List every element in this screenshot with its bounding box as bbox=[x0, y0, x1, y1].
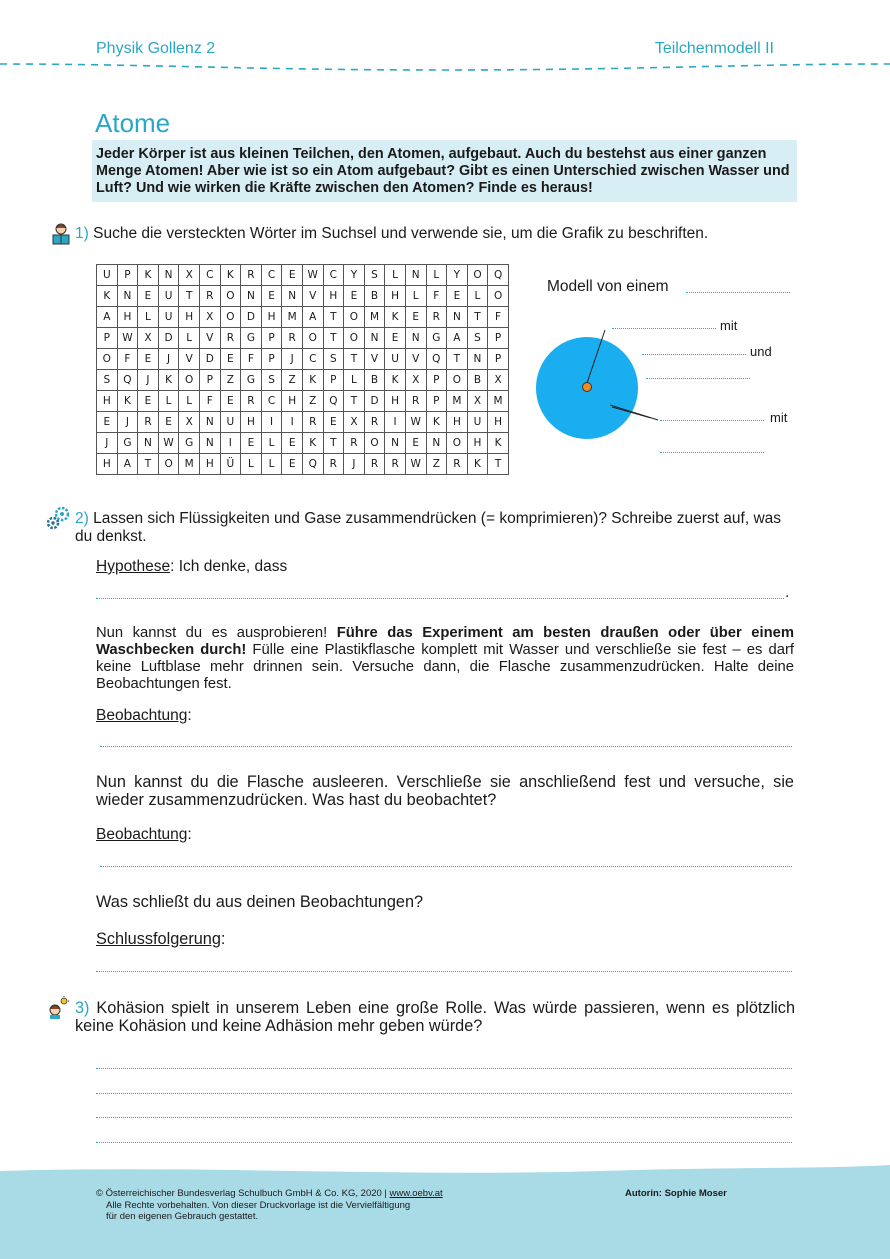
grid-cell[interactable]: N bbox=[117, 286, 138, 307]
grid-cell[interactable]: O bbox=[302, 328, 323, 349]
grid-cell[interactable]: R bbox=[199, 286, 220, 307]
grid-cell[interactable]: N bbox=[385, 433, 406, 454]
grid-cell[interactable]: K bbox=[117, 391, 138, 412]
grid-cell[interactable]: M bbox=[282, 307, 303, 328]
grid-cell[interactable]: L bbox=[179, 391, 200, 412]
grid-cell[interactable]: Z bbox=[282, 370, 303, 391]
grid-cell[interactable]: X bbox=[488, 370, 509, 391]
answer-line-task3-1[interactable] bbox=[96, 1068, 792, 1069]
grid-cell[interactable]: C bbox=[199, 265, 220, 286]
grid-cell[interactable]: F bbox=[117, 349, 138, 370]
grid-cell[interactable]: N bbox=[405, 265, 426, 286]
hypothesis-text: : Ich denke, dass bbox=[170, 558, 288, 575]
grid-cell[interactable]: N bbox=[405, 328, 426, 349]
grid-cell[interactable]: R bbox=[302, 412, 323, 433]
grid-cell[interactable]: X bbox=[467, 391, 488, 412]
grid-cell[interactable]: Ü bbox=[220, 454, 241, 475]
grid-row bbox=[97, 286, 509, 307]
grid-cell[interactable]: A bbox=[447, 328, 468, 349]
grid-cell[interactable]: E bbox=[138, 349, 159, 370]
grid-cell[interactable]: K bbox=[302, 370, 323, 391]
grid-cell[interactable]: V bbox=[199, 328, 220, 349]
answer-line-particle-2[interactable] bbox=[646, 378, 750, 379]
grid-cell[interactable]: A bbox=[302, 307, 323, 328]
grid-cell[interactable]: Y bbox=[447, 265, 468, 286]
grid-cell[interactable]: F bbox=[199, 391, 220, 412]
grid-cell[interactable]: M bbox=[179, 454, 200, 475]
grid-cell[interactable]: E bbox=[405, 433, 426, 454]
grid-cell[interactable]: U bbox=[158, 286, 179, 307]
grid-row bbox=[97, 370, 509, 391]
grid-cell[interactable]: M bbox=[488, 391, 509, 412]
answer-line-task3-4[interactable] bbox=[96, 1142, 792, 1143]
grid-row bbox=[97, 391, 509, 412]
grid-cell[interactable]: U bbox=[385, 349, 406, 370]
grid-cell[interactable]: E bbox=[261, 286, 282, 307]
gears-icon bbox=[45, 505, 71, 531]
grid-cell[interactable]: L bbox=[261, 433, 282, 454]
grid-cell[interactable]: I bbox=[261, 412, 282, 433]
grid-cell[interactable]: W bbox=[302, 265, 323, 286]
footer-link[interactable]: www.oebv.at bbox=[389, 1188, 443, 1199]
grid-cell[interactable]: H bbox=[97, 391, 118, 412]
intro-box: Jeder Körper ist aus kleinen Teilchen, den Atomen, aufgebaut. Auch du bestehst aus einer ganzen Menge Atomen! Aber wie ist so ein Atom aufgebaut? Gibt es einen Unterschied zwischen Wasser und Luft? Und wie wirken die Kräfte zwischen den Atomen? Finde es heraus! bbox=[92, 140, 797, 202]
grid-cell[interactable]: E bbox=[97, 412, 118, 433]
observation-1-colon: : bbox=[187, 707, 192, 724]
grid-cell[interactable]: R bbox=[323, 454, 344, 475]
header-wave-line bbox=[0, 60, 890, 74]
grid-cell[interactable]: S bbox=[364, 265, 385, 286]
grid-cell[interactable]: D bbox=[241, 307, 262, 328]
grid-cell[interactable]: Q bbox=[117, 370, 138, 391]
grid-cell[interactable]: O bbox=[344, 307, 365, 328]
grid-cell[interactable]: E bbox=[447, 286, 468, 307]
answer-line-nucleus[interactable] bbox=[612, 328, 716, 329]
grid-cell[interactable]: U bbox=[467, 412, 488, 433]
grid-cell[interactable]: C bbox=[302, 349, 323, 370]
grid-cell[interactable]: X bbox=[344, 412, 365, 433]
grid-cell[interactable]: D bbox=[199, 349, 220, 370]
header-subject: Physik Gollenz 2 bbox=[96, 40, 216, 57]
grid-cell[interactable]: E bbox=[385, 328, 406, 349]
grid-cell[interactable]: E bbox=[220, 391, 241, 412]
grid-cell[interactable]: T bbox=[179, 286, 200, 307]
grid-cell[interactable]: J bbox=[282, 349, 303, 370]
answer-line-shell[interactable] bbox=[660, 420, 764, 421]
grid-cell[interactable]: M bbox=[447, 391, 468, 412]
grid-cell[interactable]: J bbox=[158, 349, 179, 370]
grid-cell[interactable]: P bbox=[97, 328, 118, 349]
grid-cell[interactable]: P bbox=[488, 328, 509, 349]
grid-cell[interactable]: H bbox=[447, 412, 468, 433]
observation-1-line bbox=[96, 707, 192, 725]
grid-cell[interactable]: A bbox=[117, 454, 138, 475]
grid-cell[interactable]: L bbox=[138, 307, 159, 328]
grid-cell[interactable]: F bbox=[241, 349, 262, 370]
answer-line-task3-3[interactable] bbox=[96, 1117, 792, 1118]
grid-cell[interactable]: H bbox=[488, 412, 509, 433]
experiment-warning: Führe das Experiment am besten draußen oder über einem Waschbecken durch! bbox=[96, 625, 795, 658]
grid-cell[interactable]: O bbox=[467, 265, 488, 286]
word-search-grid bbox=[96, 264, 509, 475]
grid-cell[interactable]: E bbox=[282, 454, 303, 475]
grid-cell[interactable]: O bbox=[344, 328, 365, 349]
grid-cell[interactable]: J bbox=[344, 454, 365, 475]
grid-cell[interactable]: E bbox=[158, 412, 179, 433]
task2-prompt bbox=[75, 510, 795, 546]
grid-cell[interactable]: K bbox=[138, 265, 159, 286]
grid-cell[interactable]: L bbox=[344, 370, 365, 391]
idea-student-icon bbox=[46, 996, 70, 1020]
conclusion-colon: : bbox=[220, 930, 226, 948]
grid-cell[interactable]: O bbox=[364, 433, 385, 454]
conclusion-question: Was schließt du aus deinen Beobachtungen? bbox=[96, 893, 424, 911]
grid-cell[interactable]: Q bbox=[488, 265, 509, 286]
grid-cell[interactable]: W bbox=[405, 454, 426, 475]
grid-cell[interactable]: L bbox=[405, 286, 426, 307]
grid-cell[interactable]: L bbox=[241, 454, 262, 475]
grid-cell[interactable]: V bbox=[179, 349, 200, 370]
experiment-text-2: Fülle eine Plastikflasche komplett mit Wasser und verschließe sie fest – es darf keine Luftblase mehr drinnen sein. Versuche dann, die Flasche zusammenzudrücken. Halte deine Beobachtungen fest. bbox=[96, 642, 795, 692]
grid-cell[interactable]: H bbox=[117, 307, 138, 328]
grid-row bbox=[97, 412, 509, 433]
grid-cell[interactable]: H bbox=[97, 454, 118, 475]
grid-cell[interactable]: T bbox=[447, 349, 468, 370]
grid-cell[interactable]: E bbox=[405, 307, 426, 328]
grid-cell[interactable]: W bbox=[158, 433, 179, 454]
answer-line-conclusion[interactable] bbox=[96, 971, 792, 972]
atom-nucleus bbox=[583, 383, 592, 392]
grid-cell[interactable]: R bbox=[405, 391, 426, 412]
grid-cell[interactable]: E bbox=[282, 433, 303, 454]
grid-cell[interactable]: T bbox=[344, 391, 365, 412]
grid-cell[interactable]: O bbox=[220, 286, 241, 307]
grid-cell[interactable]: B bbox=[364, 286, 385, 307]
grid-cell[interactable]: O bbox=[488, 286, 509, 307]
grid-cell[interactable]: B bbox=[467, 370, 488, 391]
grid-cell[interactable]: P bbox=[199, 370, 220, 391]
empty-bottle-text: Nun kannst du die Flasche ausleeren. Verschließe sie anschließend fest und versuche, sie wieder zusammenzudrücken. Was hast du beobachtet? bbox=[96, 773, 794, 809]
grid-cell[interactable]: L bbox=[158, 391, 179, 412]
grid-cell[interactable]: P bbox=[488, 349, 509, 370]
grid-cell[interactable]: P bbox=[426, 370, 447, 391]
grid-cell[interactable]: G bbox=[241, 328, 262, 349]
grid-cell[interactable]: F bbox=[426, 286, 447, 307]
grid-cell[interactable]: H bbox=[241, 412, 262, 433]
grid-cell[interactable]: N bbox=[426, 433, 447, 454]
grid-cell[interactable]: L bbox=[467, 286, 488, 307]
grid-cell[interactable]: R bbox=[364, 454, 385, 475]
answer-line-particle-3[interactable] bbox=[660, 452, 764, 453]
grid-cell[interactable]: W bbox=[117, 328, 138, 349]
grid-cell[interactable]: L bbox=[261, 454, 282, 475]
observation-2-label: Beobachtung bbox=[96, 826, 188, 843]
grid-cell[interactable]: H bbox=[282, 391, 303, 412]
grid-cell[interactable]: T bbox=[323, 328, 344, 349]
grid-cell[interactable]: R bbox=[344, 433, 365, 454]
grid-cell[interactable]: T bbox=[467, 307, 488, 328]
grid-cell[interactable]: S bbox=[467, 328, 488, 349]
grid-cell[interactable]: Q bbox=[323, 391, 344, 412]
grid-cell[interactable]: R bbox=[364, 412, 385, 433]
grid-cell[interactable]: P bbox=[261, 328, 282, 349]
grid-cell[interactable]: X bbox=[179, 265, 200, 286]
grid-cell[interactable]: Y bbox=[344, 265, 365, 286]
grid-cell[interactable]: O bbox=[220, 307, 241, 328]
grid-cell[interactable]: Z bbox=[302, 391, 323, 412]
grid-cell[interactable]: V bbox=[364, 349, 385, 370]
hypothesis-period: . bbox=[785, 584, 790, 601]
grid-cell[interactable]: D bbox=[158, 328, 179, 349]
conclusion-label: Schlussfolgerung bbox=[96, 930, 221, 948]
header-topic: Teilchenmodell II bbox=[654, 40, 774, 57]
grid-cell[interactable]: O bbox=[179, 370, 200, 391]
grid-cell[interactable]: Z bbox=[220, 370, 241, 391]
grid-cell[interactable]: C bbox=[261, 391, 282, 412]
footer-rights: Alle Rechte vorbehalten. Von dieser Druckvorlage ist die Vervielfältigung bbox=[106, 1200, 411, 1211]
grid-cell[interactable]: J bbox=[97, 433, 118, 454]
grid-cell[interactable]: C bbox=[323, 265, 344, 286]
grid-row bbox=[97, 454, 509, 475]
grid-cell[interactable]: N bbox=[199, 412, 220, 433]
grid-row bbox=[97, 328, 509, 349]
grid-cell[interactable]: G bbox=[117, 433, 138, 454]
grid-cell[interactable]: T bbox=[323, 433, 344, 454]
grid-cell[interactable]: C bbox=[261, 265, 282, 286]
answer-line-hypothesis[interactable] bbox=[96, 598, 784, 599]
grid-cell[interactable]: K bbox=[385, 307, 406, 328]
grid-cell[interactable]: R bbox=[138, 412, 159, 433]
task1-text: Suche die versteckten Wörter im Suchsel und verwende sie, um die Grafik zu beschriften. bbox=[93, 225, 709, 242]
grid-cell[interactable]: T bbox=[488, 454, 509, 475]
hypothesis-line bbox=[96, 558, 287, 576]
grid-cell[interactable]: H bbox=[261, 307, 282, 328]
grid-cell[interactable]: K bbox=[385, 370, 406, 391]
grid-cell[interactable]: K bbox=[488, 433, 509, 454]
hypothesis-label: Hypothese bbox=[96, 558, 171, 575]
grid-cell[interactable]: K bbox=[467, 454, 488, 475]
grid-cell[interactable]: N bbox=[158, 265, 179, 286]
grid-cell[interactable]: B bbox=[364, 370, 385, 391]
grid-row bbox=[97, 349, 509, 370]
grid-cell[interactable]: P bbox=[117, 265, 138, 286]
grid-cell[interactable]: E bbox=[138, 286, 159, 307]
grid-cell[interactable]: S bbox=[261, 370, 282, 391]
footer-author: Autorin: Sophie Moser bbox=[625, 1188, 727, 1199]
label-mit-1: mit bbox=[720, 318, 738, 333]
grid-cell[interactable]: H bbox=[199, 454, 220, 475]
student-reading-icon bbox=[50, 222, 72, 246]
grid-cell[interactable]: N bbox=[138, 433, 159, 454]
atom-diagram bbox=[530, 320, 650, 450]
grid-cell[interactable]: W bbox=[405, 412, 426, 433]
answer-line-task3-2[interactable] bbox=[96, 1093, 792, 1094]
grid-cell[interactable]: R bbox=[241, 391, 262, 412]
grid-cell[interactable]: F bbox=[488, 307, 509, 328]
grid-cell[interactable]: H bbox=[323, 286, 344, 307]
grid-cell[interactable]: R bbox=[426, 307, 447, 328]
model-label: Modell von einem bbox=[547, 278, 669, 295]
footer-usage: für den eigenen Gebrauch gestattet. bbox=[106, 1211, 259, 1222]
label-mit-2: mit bbox=[770, 410, 788, 425]
grid-row bbox=[97, 433, 509, 454]
grid-cell[interactable]: T bbox=[344, 349, 365, 370]
grid-cell[interactable]: U bbox=[220, 412, 241, 433]
footer-copyright-text: © Österreichischer Bundesverlag Schulbuch GmbH & Co. KG, 2020 | bbox=[96, 1188, 387, 1199]
observation-1-label: Beobachtung bbox=[96, 707, 188, 724]
task1-number: 1) bbox=[75, 225, 89, 242]
grid-cell[interactable]: R bbox=[241, 265, 262, 286]
grid-cell[interactable]: I bbox=[220, 433, 241, 454]
grid-cell[interactable]: I bbox=[385, 412, 406, 433]
answer-line-particle-1[interactable] bbox=[642, 354, 746, 355]
task2-text: Lassen sich Flüssigkeiten und Gase zusammendrücken (= komprimieren)? Schreibe zuerst auf, was du denkst. bbox=[75, 510, 782, 545]
grid-cell[interactable]: P bbox=[426, 391, 447, 412]
footer-copyright bbox=[96, 1188, 443, 1199]
task3-prompt bbox=[75, 999, 795, 1035]
grid-cell[interactable]: G bbox=[426, 328, 447, 349]
grid-cell[interactable]: K bbox=[302, 433, 323, 454]
grid-cell[interactable]: R bbox=[282, 328, 303, 349]
grid-cell[interactable]: N bbox=[282, 286, 303, 307]
grid-cell[interactable]: Q bbox=[302, 454, 323, 475]
grid-cell[interactable]: J bbox=[117, 412, 138, 433]
grid-cell[interactable]: O bbox=[447, 433, 468, 454]
observation-2-colon: : bbox=[187, 826, 192, 843]
pointer-line-shell-ext bbox=[610, 403, 660, 423]
grid-cell[interactable]: H bbox=[385, 391, 406, 412]
grid-cell[interactable]: P bbox=[261, 349, 282, 370]
grid-cell[interactable]: S bbox=[97, 370, 118, 391]
grid-cell[interactable]: H bbox=[467, 433, 488, 454]
task2-number: 2) bbox=[75, 510, 89, 527]
grid-cell[interactable]: P bbox=[323, 370, 344, 391]
task3-number: 3) bbox=[75, 999, 90, 1017]
grid-cell[interactable]: Z bbox=[426, 454, 447, 475]
grid-cell[interactable]: Q bbox=[426, 349, 447, 370]
grid-cell[interactable]: G bbox=[179, 433, 200, 454]
grid-cell[interactable]: H bbox=[385, 286, 406, 307]
grid-cell[interactable]: E bbox=[138, 391, 159, 412]
grid-cell[interactable]: E bbox=[323, 412, 344, 433]
experiment-instructions bbox=[96, 625, 794, 693]
grid-cell[interactable]: X bbox=[138, 328, 159, 349]
grid-cell[interactable]: N bbox=[199, 433, 220, 454]
grid-cell[interactable]: S bbox=[323, 349, 344, 370]
page-title: Atome bbox=[95, 108, 171, 138]
grid-cell[interactable]: U bbox=[97, 265, 118, 286]
grid-cell[interactable]: N bbox=[467, 349, 488, 370]
grid-cell[interactable]: V bbox=[405, 349, 426, 370]
grid-cell[interactable]: K bbox=[158, 370, 179, 391]
grid-cell[interactable]: J bbox=[138, 370, 159, 391]
label-und: und bbox=[750, 344, 772, 359]
grid-cell[interactable]: E bbox=[220, 349, 241, 370]
grid-cell[interactable]: K bbox=[426, 412, 447, 433]
grid-cell[interactable]: E bbox=[344, 286, 365, 307]
task3-text: Kohäsion spielt in unserem Leben eine große Rolle. Was würde passieren, wenn es plötzlich keine Kohäsion und keine Adhäsion mehr geben würde? bbox=[75, 999, 795, 1035]
answer-line-observation-2[interactable] bbox=[100, 866, 792, 867]
grid-cell[interactable]: K bbox=[220, 265, 241, 286]
grid-cell[interactable]: K bbox=[97, 286, 118, 307]
grid-cell[interactable]: O bbox=[97, 349, 118, 370]
grid-cell[interactable]: X bbox=[179, 412, 200, 433]
grid-cell[interactable]: E bbox=[241, 433, 262, 454]
grid-row bbox=[97, 307, 509, 328]
grid-cell[interactable]: X bbox=[199, 307, 220, 328]
grid-row bbox=[97, 265, 509, 286]
grid-cell[interactable]: T bbox=[138, 454, 159, 475]
grid-cell[interactable]: N bbox=[447, 307, 468, 328]
grid-cell[interactable]: U bbox=[158, 307, 179, 328]
grid-cell[interactable]: X bbox=[405, 370, 426, 391]
grid-cell[interactable]: A bbox=[97, 307, 118, 328]
task1-prompt bbox=[75, 225, 708, 243]
grid-cell[interactable]: D bbox=[364, 391, 385, 412]
grid-cell[interactable]: L bbox=[385, 265, 406, 286]
grid-cell[interactable]: O bbox=[158, 454, 179, 475]
grid-cell[interactable]: G bbox=[241, 370, 262, 391]
grid-cell[interactable]: H bbox=[179, 307, 200, 328]
experiment-text-1: Nun kannst du es ausprobieren! bbox=[96, 625, 337, 641]
grid-cell[interactable]: L bbox=[179, 328, 200, 349]
grid-cell[interactable]: M bbox=[364, 307, 385, 328]
answer-line-observation-1[interactable] bbox=[100, 746, 792, 747]
grid-cell[interactable]: N bbox=[241, 286, 262, 307]
grid-cell[interactable]: N bbox=[364, 328, 385, 349]
grid-cell[interactable]: T bbox=[323, 307, 344, 328]
grid-cell[interactable]: R bbox=[385, 454, 406, 475]
grid-cell[interactable]: O bbox=[447, 370, 468, 391]
grid-cell[interactable]: R bbox=[447, 454, 468, 475]
grid-cell[interactable]: R bbox=[220, 328, 241, 349]
grid-cell[interactable]: E bbox=[282, 265, 303, 286]
grid-cell[interactable]: L bbox=[426, 265, 447, 286]
observation-2-line bbox=[96, 826, 192, 844]
answer-line-model[interactable] bbox=[686, 292, 790, 293]
grid-cell[interactable]: I bbox=[282, 412, 303, 433]
conclusion-line bbox=[96, 930, 225, 948]
grid-cell[interactable]: V bbox=[302, 286, 323, 307]
